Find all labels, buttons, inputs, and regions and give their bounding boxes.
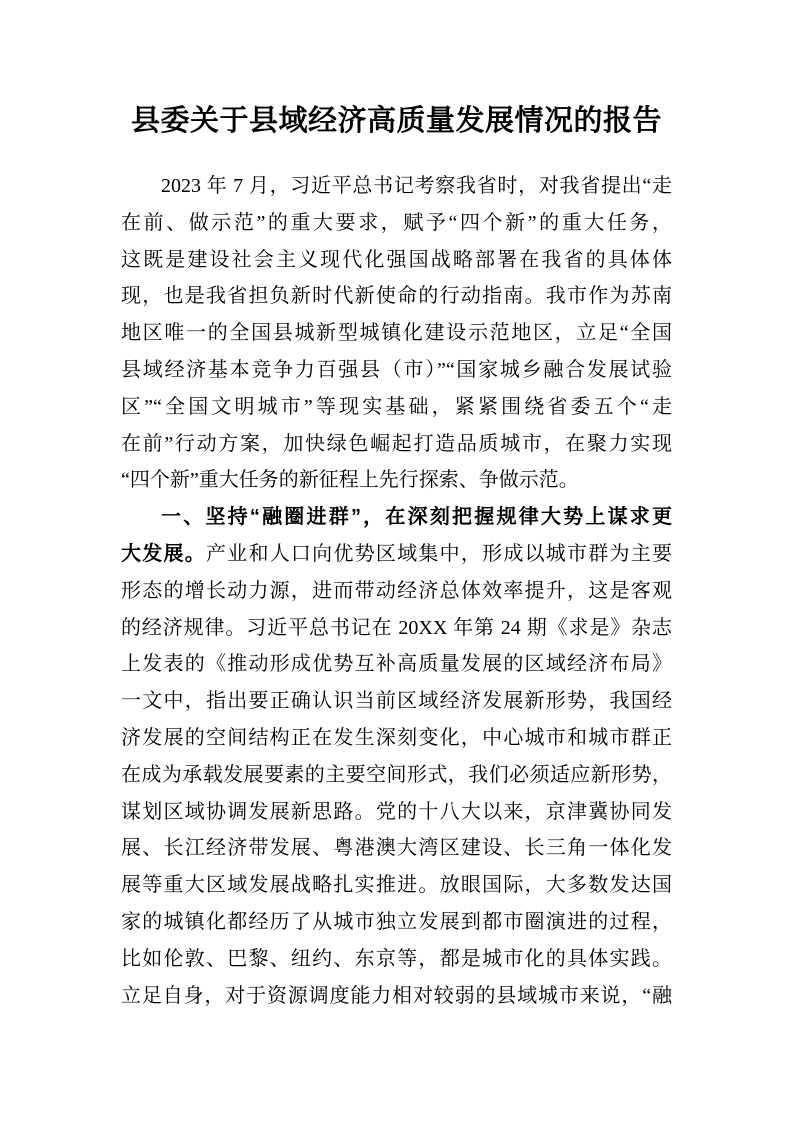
- section-heading-text: 一、坚持“融圈进群”，在深刻把握规律大势上谋求更: [161, 506, 672, 529]
- text-line: [121, 499, 672, 536]
- text-line: [121, 867, 672, 904]
- text-line: [121, 462, 672, 499]
- text-line: [121, 978, 672, 1015]
- body-text: 一文中，指出要正确认识当前区域经济发展新形势，我国经: [121, 690, 672, 713]
- text-line: [121, 683, 672, 720]
- document-body: [121, 168, 672, 1014]
- text-line: [121, 610, 672, 647]
- text-line: [121, 205, 672, 242]
- text-line: [121, 536, 672, 573]
- body-text: 县域经济基本竞争力百强县（市）”“国家城乡融合发展试验: [121, 358, 672, 381]
- text-line: [121, 830, 672, 867]
- text-line: [121, 352, 672, 389]
- body-text: 展、长江经济带发展、粤港澳大湾区建设、长三角一体化发: [121, 837, 672, 860]
- body-text: 现，也是我省担负新时代新使命的行动指南。我市作为苏南: [121, 285, 672, 308]
- text-line: [121, 168, 672, 205]
- text-line: [121, 757, 672, 794]
- text-line: [121, 794, 672, 831]
- body-text: 在前”行动方案，加快绿色崛起打造品质城市，在聚力实现: [121, 432, 672, 455]
- body-text: 谋划区域协调发展新思路。党的十八大以来，京津冀协同发: [121, 800, 672, 823]
- body-text: 2023 年 7 月，习近平总书记考察我省时，对我省提出“走: [161, 175, 672, 197]
- body-text: 在前、做示范”的重大要求，赋予“四个新”的重大任务，: [121, 211, 672, 234]
- text-line: [121, 904, 672, 941]
- body-text: 立足自身，对于资源调度能力相对较弱的县域城市来说，“融: [121, 984, 672, 1007]
- text-line: [121, 278, 672, 315]
- body-text: 济发展的空间结构正在发生深刻变化，中心城市和城市群正: [121, 726, 672, 749]
- text-line: [121, 941, 672, 978]
- body-text: 展等重大区域发展战略扎实推进。放眼国际，大多数发达国: [121, 874, 672, 897]
- text-line: [121, 720, 672, 757]
- text-line: [121, 573, 672, 610]
- body-text: 地区唯一的全国县城新型城镇化建设示范地区，立足“全国: [121, 322, 672, 345]
- body-text: 的经济规律。习近平总书记在 20XX 年第 24 期《求是》杂志: [121, 616, 672, 639]
- text-line: [121, 242, 672, 279]
- text-line: [121, 426, 672, 463]
- body-text: 这既是建设社会主义现代化强国战略部署在我省的具体体: [121, 248, 672, 271]
- body-text: 在成为承载发展要素的主要空间形式，我们必须适应新形势，: [121, 763, 672, 786]
- text-line: [121, 315, 672, 352]
- body-text: 家的城镇化都经历了从城市独立发展到都市圈演进的过程，: [121, 910, 672, 933]
- body-text: 上发表的《推动形成优势互补高质量发展的区域经济布局》: [121, 653, 672, 676]
- section-heading-text: 大发展。: [121, 542, 206, 565]
- text-line: [121, 646, 672, 683]
- body-text: “四个新”重大任务的新征程上先行探索、争做示范。: [121, 469, 579, 492]
- body-text: 区”“全国文明城市”等现实基础，紧紧围绕省委五个“走: [121, 395, 672, 418]
- document-title: 县委关于县域经济高质量发展情况的报告: [130, 105, 662, 137]
- text-line: [121, 389, 672, 426]
- body-text: 形态的增长动力源，进而带动经济总体效率提升，这是客观: [121, 579, 672, 602]
- body-text: 产业和人口向优势区域集中，形成以城市群为主要: [205, 542, 672, 565]
- body-text: 比如伦敦、巴黎、纽约、东京等，都是城市化的具体实践。: [121, 947, 672, 970]
